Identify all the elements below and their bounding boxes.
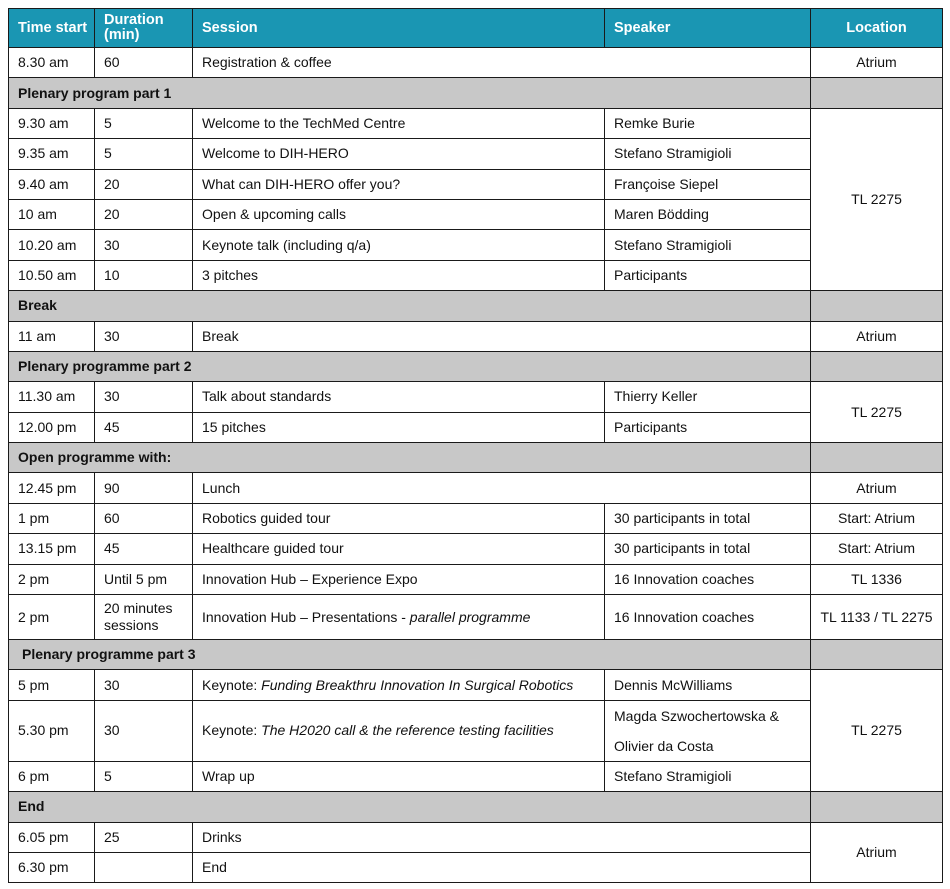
table-row: 8.30 am 60 Registration & coffee Atrium [9,48,943,78]
section-row: Plenary programme part 2 [9,351,943,381]
table-row: 6.05 pm 25 Drinks Atrium [9,822,943,852]
schedule-table [8,8,943,883]
header-location: Location [811,9,943,48]
table-row: 1 pm 60 Robotics guided tour 30 participants in total Start: Atrium [9,503,943,533]
location-cell: Atrium [811,822,943,883]
section-row: Open programme with: [9,443,943,473]
section-row: Plenary program part 1 [9,78,943,108]
section-row: Break [9,291,943,321]
table-row: 9.35 am 5 Welcome to DIH-HERO Stefano Stramigioli [9,139,943,169]
header-duration: Duration (min) [95,9,193,48]
table-row: 9.30 am 5 Welcome to the TechMed Centre Remke Burie TL 2275 [9,108,943,138]
section-row: End [9,792,943,822]
location-cell: TL 2275 [811,108,943,290]
table-row: 10 am 20 Open & upcoming calls Maren Bödding [9,199,943,229]
location-cell: TL 2275 [811,670,943,792]
header-session: Session [193,9,605,48]
table-row: 12.45 pm 90 Lunch Atrium [9,473,943,503]
section-row: Plenary programme part 3 [9,640,943,670]
table-row: 9.40 am 20 What can DIH-HERO offer you? Françoise Siepel [9,169,943,199]
table-row: 11.30 am 30 Talk about standards Thierry Keller TL 2275 [9,382,943,412]
header-time: Time start [9,9,95,48]
header-row [9,9,943,48]
table-row: 5.30 pm 30 Keynote: The H2020 call & the reference testing facilities Magda Szwochertowska & Olivier da Costa [9,700,943,761]
table-row: 13.15 pm 45 Healthcare guided tour 30 participants in total Start: Atrium [9,534,943,564]
table-row: 2 pm Until 5 pm Innovation Hub – Experience Expo 16 Innovation coaches TL 1336 [9,564,943,594]
table-row: 2 pm 20 minutes sessions Innovation Hub – Presentations - parallel programme 16 Innovation coaches TL 1133 / TL 2275 [9,595,943,640]
table-row: 11 am 30 Break Atrium [9,321,943,351]
table-row: 5 pm 30 Keynote: Funding Breakthru Innovation In Surgical Robotics Dennis McWilliams TL 2275 [9,670,943,700]
header-speaker: Speaker [605,9,811,48]
table-row: 6.30 pm End [9,852,943,882]
table-row: 10.20 am 30 Keynote talk (including q/a) Stefano Stramigioli [9,230,943,260]
table-row: 10.50 am 10 3 pitches Participants [9,260,943,290]
location-cell: TL 2275 [811,382,943,443]
table-row: 6 pm 5 Wrap up Stefano Stramigioli [9,761,943,791]
table-row: 12.00 pm 45 15 pitches Participants [9,412,943,442]
